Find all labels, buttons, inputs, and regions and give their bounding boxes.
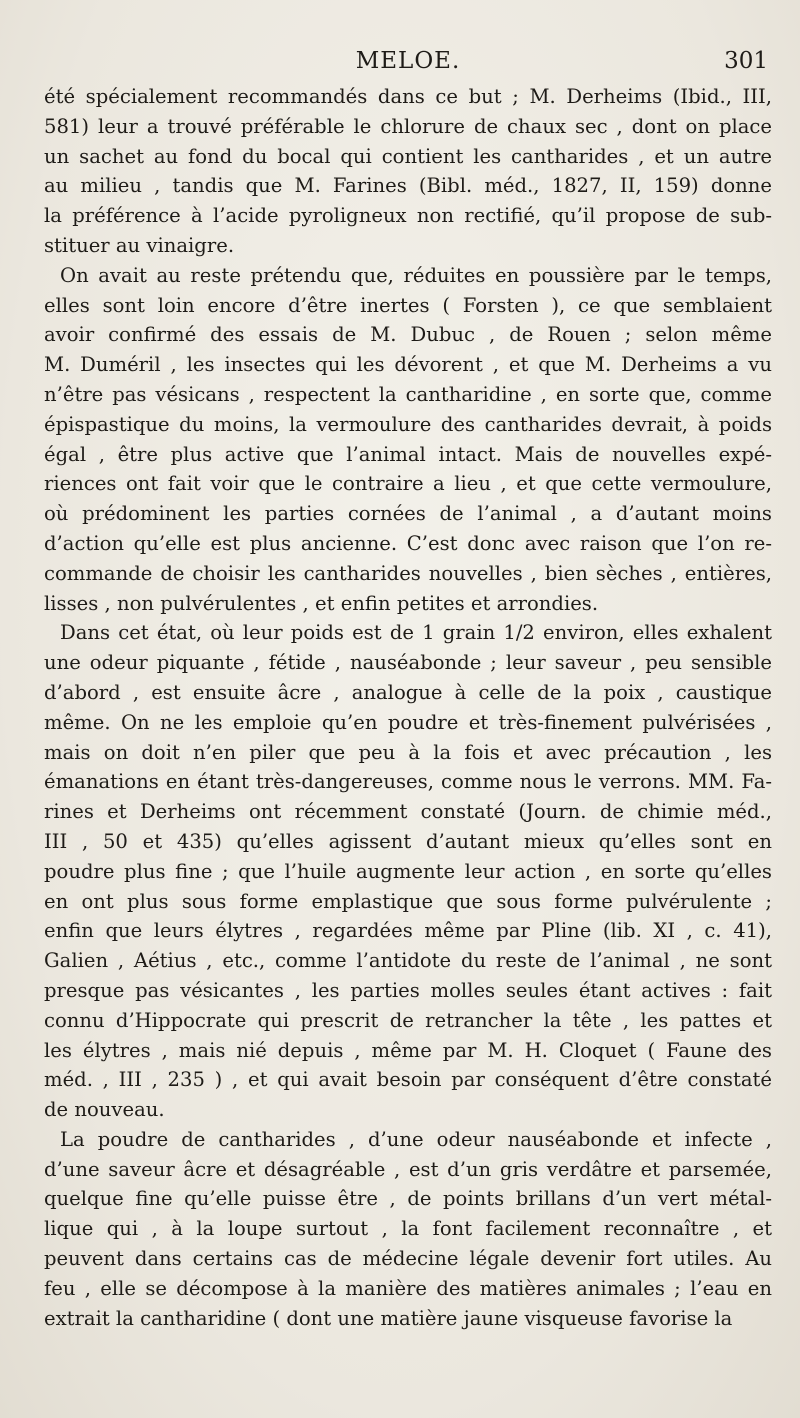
text-line: la préférence à l’acide pyroligneux non rectifié, qu’il propose de sub- bbox=[44, 204, 772, 228]
paragraph bbox=[44, 1125, 772, 1334]
text-line: connu d’Hippocrate qui prescrit de retrancher la tête , les pattes et bbox=[44, 1008, 772, 1032]
page-number: 301 bbox=[724, 48, 768, 74]
text-line: enfin que leurs élytres , regardées même par Pline (lib. XI , c. 41), bbox=[44, 919, 772, 943]
text-line: d’action qu’elle est plus ancienne. C’est donc avec raison que l’on re- bbox=[44, 531, 772, 555]
text-line: commande de choisir les cantharides nouvelles , bien sèches , entières, bbox=[44, 561, 772, 585]
text-line: quelque fine qu’elle puisse être , de points brillans d’un vert métal- bbox=[44, 1187, 772, 1211]
text-line: 581) leur a trouvé préférable le chlorure de chaux sec , dont on place bbox=[44, 114, 772, 138]
text-line: Dans cet état, où leur poids est de 1 grain 1/2 environ, elles exhalent bbox=[60, 621, 772, 645]
text-line: III , 50 et 435) qu’elles agissent d’autant mieux qu’elles sont en bbox=[44, 829, 772, 853]
paragraph bbox=[44, 261, 772, 619]
text-line: d’une saveur âcre et désagréable , est d’un gris verdâtre et parsemée, bbox=[44, 1157, 772, 1181]
text-line: émanations en étant très-dangereuses, comme nous le verrons. MM. Fa- bbox=[44, 770, 772, 794]
text-line: avoir confirmé des essais de M. Dubuc , de Rouen ; selon même bbox=[44, 323, 772, 347]
text-line: n’être pas vésicans , respectent la cantharidine , en sorte que, comme bbox=[44, 382, 772, 406]
running-title: MELOE. bbox=[355, 48, 461, 74]
text-line: extrait la cantharidine ( dont une matière jaune visqueuse favorise la bbox=[44, 1306, 733, 1330]
text-line: rines et Derheims ont récemment constaté (Journ. de chimie méd., bbox=[44, 800, 772, 824]
text-line: presque pas vésicantes , les parties molles seules étant actives : fait bbox=[44, 978, 772, 1002]
text-line: mais on doit n’en piler que peu à la fois et avec précaution , les bbox=[44, 740, 772, 764]
text-line: un sachet au fond du bocal qui contient les cantharides , et un autre bbox=[44, 144, 772, 168]
text-line: d’abord , est ensuite âcre , analogue à celle de la poix , caustique bbox=[44, 680, 772, 704]
body-text bbox=[44, 82, 772, 1333]
text-line: où prédominent les parties cornées de l’animal , a d’autant moins bbox=[44, 502, 772, 526]
text-line: les élytres , mais nié depuis , même par M. H. Cloquet ( Faune des bbox=[44, 1038, 772, 1062]
text-line: de nouveau. bbox=[44, 1098, 165, 1122]
text-line: peuvent dans certains cas de médecine légale devenir fort utiles. Au bbox=[44, 1247, 772, 1271]
text-line: même. On ne les emploie qu’en poudre et très-finement pulvérisées , bbox=[44, 710, 772, 734]
text-line: stituer au vinaigre. bbox=[44, 233, 235, 257]
text-line: La poudre de cantharides , d’une odeur nauséabonde et infecte , bbox=[60, 1127, 772, 1151]
text-line: égal , être plus active que l’animal intact. Mais de nouvelles expé- bbox=[44, 442, 772, 466]
text-line: M. Duméril , les insectes qui les dévorent , et que M. Derheims a vu bbox=[44, 353, 772, 377]
text-line: elles sont loin encore d’être inertes ( Forsten ), ce que semblaient bbox=[44, 293, 772, 317]
paragraph bbox=[44, 82, 772, 261]
text-line: riences ont fait voir que le contraire a lieu , et que cette vermoulure, bbox=[44, 472, 772, 496]
text-line: été spécialement recommandés dans ce but ; M. Derheims (Ibid., III, bbox=[44, 85, 772, 108]
text-line: en ont plus sous forme emplastique que sous forme pulvérulente ; bbox=[44, 889, 772, 913]
text-line: méd. , III , 235 ) , et qui avait besoin par conséquent d’être constaté bbox=[44, 1068, 772, 1092]
paragraph bbox=[44, 618, 772, 1125]
page-header bbox=[44, 42, 772, 82]
text-line: On avait au reste prétendu que, réduites en poussière par le temps, bbox=[60, 263, 772, 287]
text-line: feu , elle se décompose à la manière des matières animales ; l’eau en bbox=[44, 1276, 772, 1300]
text-line: lisses , non pulvérulentes , et enfin petites et arrondies. bbox=[44, 591, 599, 615]
text-line: une odeur piquante , fétide , nauséabonde ; leur saveur , peu sensible bbox=[44, 651, 772, 675]
text-line: au milieu , tandis que M. Farines (Bibl. méd., 1827, II, 159) donne bbox=[44, 174, 772, 198]
text-line: épispastique du moins, la vermoulure des cantharides devrait, à poids bbox=[44, 412, 772, 436]
text-line: Galien , Aétius , etc., comme l’antidote du reste de l’animal , ne sont bbox=[44, 949, 772, 973]
text-line: poudre plus fine ; que l’huile augmente leur action , en sorte qu’elles bbox=[44, 859, 772, 883]
text-line: lique qui , à la loupe surtout , la font facilement reconnaître , et bbox=[44, 1217, 772, 1241]
